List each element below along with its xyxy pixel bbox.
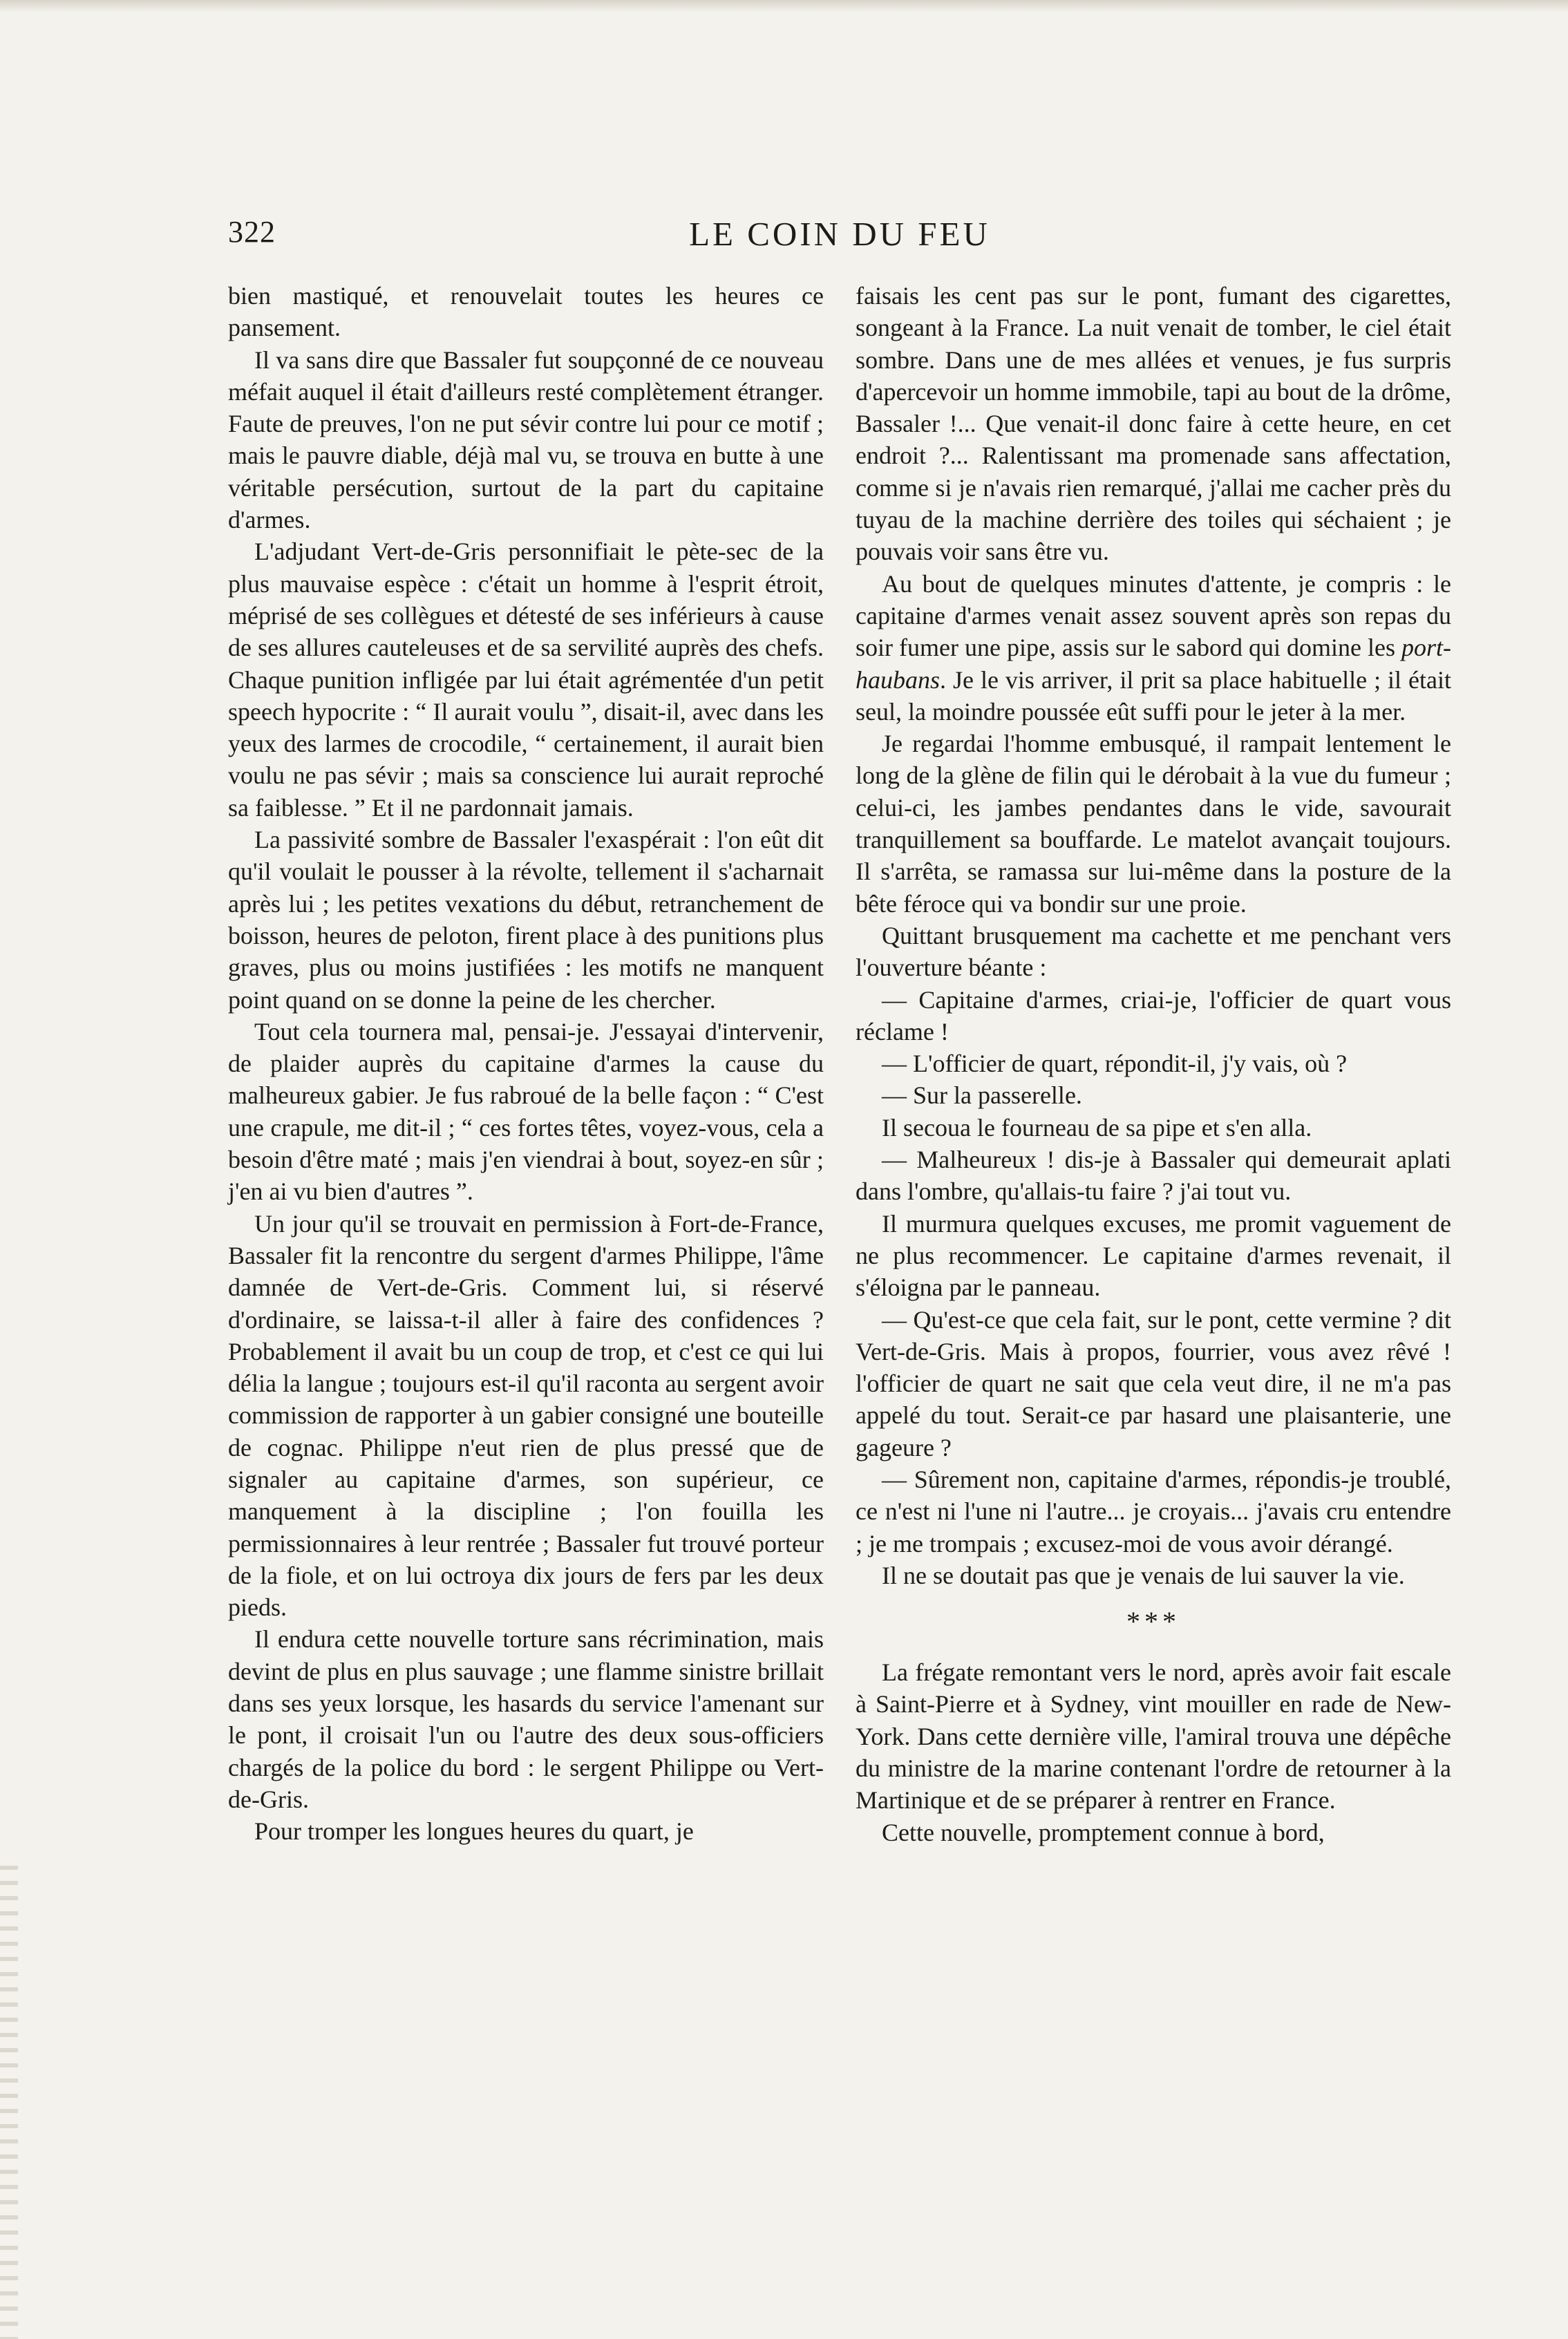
paragraph: Un jour qu'il se trouvait en permission à Fort-de-France, Bassaler fit la rencontre du sergent d'armes Philippe, l'âme damnée de Vert-de-Gris. Comment lui, si réservé d'ordinaire, se laissa-t-il aller à faire des confidences ? Probablement il avait bu un coup de trop, et c'est ce qui lui délia la langue ; toujours est-il qu'il raconta au sergent avoir commission de rapporter à un gabier consigné une bouteille de cognac. Philippe n'eut rien de plus pressé que de signaler au capitaine d'armes, son supérieur, ce manquement à la discipline ; l'on fouilla les permissionnaires à leur rentrée ; Bassaler fut trouvé porteur de la fiole, et on lui octroya dix jours de fers par les deux pieds. [228, 1209, 824, 1622]
running-title: LE COIN DU FEU [689, 215, 990, 253]
page-number: 322 [228, 215, 276, 249]
paragraph: Il ne se doutait pas que je venais de lui sauver la vie. [882, 1561, 1405, 1589]
right-column [856, 280, 1451, 2284]
page-top-edge [0, 0, 1568, 12]
paragraph: Quittant brusquement ma cachette et me penchant vers l'ouverture béante : [856, 921, 1451, 982]
paragraph-text: Au bout de quelques minutes d'attente, je compris : le capitaine d'armes venait assez souvent après son repas du soir fumer une pipe, assis sur le sabord qui domine les [856, 569, 1451, 662]
paragraph-text: . Je le vis arriver, il prit sa place habituelle ; il était seul, la moindre poussée eût suffi pour le jeter à la mer. [856, 665, 1451, 726]
paragraph [856, 568, 1451, 728]
paragraph: faisais les cent pas sur le pont, fumant des cigarettes, songeant à la France. La nuit venait de tomber, le ciel était sombre. Dans une de mes allées et venues, je fus surpris d'apercevoir un homme immobile, tapi au bout de la drôme, Bassaler !... Que venait-il donc faire à cette heure, en cet endroit ?... Ralentissant ma promenade sans affectation, comme si je n'avais rien remarqué, j'allai me cacher près du tuyau de la machine derrière des toiles qui séchaient ; je pouvais voir sans être vu. [856, 282, 1451, 566]
paragraph: Il murmura quelques excuses, me promit vaguement de ne plus recommencer. Le capitaine d'armes revenait, il s'éloigna par le panneau. [856, 1209, 1451, 1302]
paragraph: Je regardai l'homme embusqué, il rampait lentement le long de la glène de filin qui le dérobait à la vue du fumeur ; celui-ci, les jambes pendantes dans le vide, savourait tranquillement sa bouffarde. Le matelot avançait toujours. Il s'arrêta, se ramassa sur lui-même dans la posture de la bête féroce qui va bondir sur une proie. [856, 730, 1451, 918]
left-column [228, 280, 824, 2284]
page-left-edge [0, 1866, 18, 2339]
text-columns [228, 280, 1451, 2284]
paragraph: — Capitaine d'armes, criai-je, l'officier de quart vous réclame ! [856, 985, 1451, 1045]
italic-term: port-haubans [856, 634, 1451, 694]
page-header [228, 214, 1451, 269]
paragraph: — L'officier de quart, répondit-il, j'y vais, où ? [882, 1050, 1348, 1078]
section-separator: *** [1126, 1606, 1180, 1638]
paragraph: La frégate remontant vers le nord, après avoir fait escale à Saint-Pierre et à Sydney, vint mouiller en rade de New-York. Dans cette dernière ville, l'amiral trouva une dépêche du ministre de la marine contenant l'ordre de retourner à la Martinique et de se préparer à rentrer en France. [856, 1658, 1451, 1815]
paragraph: Il endura cette nouvelle torture sans récrimination, mais devint de plus en plus sauvage ; une flamme sinistre brillait dans ses yeux lorsque, les hasards du service l'amenant sur le pont, il croisait l'un ou l'autre des deux sous-officiers chargés de la police du bord : le sergent Philippe ou Vert-de-Gris. [228, 1625, 824, 1813]
paragraph: — Malheureux ! dis-je à Bassaler qui demeurait aplati dans l'ombre, qu'allais-tu faire ? j'ai tout vu. [856, 1146, 1451, 1206]
paragraph: Il va sans dire que Bassaler fut soupçonné de ce nouveau méfait auquel il était d'ailleurs resté complètement étranger. Faute de preuves, l'on ne put sévir contre lui pour ce motif ; mais le pauvre diable, déjà mal vu, se trouva en butte à une véritable persécution, surtout de la part du capitaine d'armes. [228, 345, 824, 534]
paragraph: bien mastiqué, et renouvelait toutes les heures ce pansement. [228, 282, 824, 342]
paragraph: Pour tromper les longues heures du quart, je [254, 1817, 694, 1846]
paragraph: — Qu'est-ce que cela fait, sur le pont, cette vermine ? dit Vert-de-Gris. Mais à propos, fourrier, vous avez rêvé ! l'officier de quart ne sait que cela veut dire, il ne m'a pas appelé du tout. Serait-ce par hasard une plaisanterie, une gageure ? [856, 1305, 1451, 1461]
paragraph: — Sûrement non, capitaine d'armes, répondis-je troublé, ce n'est ni l'une ni l'autre... je croyais... j'avais cru entendre ; je me trompais ; excusez-moi de vous avoir dérangé. [856, 1465, 1451, 1557]
paragraph: L'adjudant Vert-de-Gris personnifiait le pète-sec de la plus mauvaise espèce : c'était un homme à l'esprit étroit, méprisé de ses collègues et détesté de ses inférieurs à cause de ses allures cauteleuses et de sa servilité auprès des chefs. Chaque punition infligée par lui était agrémentée d'un petit speech hypocrite : “ Il aurait voulu ”, disait-il, avec dans les yeux des larmes de crocodile, “ certainement, il aurait bien voulu ne pas sévir ; mais sa conscience lui aurait reproché sa faiblesse. ” Et il ne pardonnait jamais. [228, 538, 824, 822]
paragraph: — Sur la passerelle. [882, 1081, 1082, 1110]
paragraph: Il secoua le fourneau de sa pipe et s'en alla. [882, 1113, 1312, 1142]
paragraph: Tout cela tournera mal, pensai-je. J'essayai d'intervenir, de plaider auprès du capitaine d'armes la cause du malheureux gabier. Je fus rabroué de la belle façon : “ C'est une crapule, me dit-il ; “ ces fortes têtes, voyez-vous, cela a besoin d'être maté ; mais j'en viendrai à bout, soyez-en sûr ; j'en ai vu bien d'autres ”. [228, 1017, 824, 1206]
paragraph: Cette nouvelle, promptement connue à bord, [882, 1818, 1325, 1846]
paragraph: La passivité sombre de Bassaler l'exaspérait : l'on eût dit qu'il voulait le pousser à la révolte, tellement il s'acharnait après lui ; les petites vexations du début, retranchement de boisson, heures de peloton, firent place à des punitions plus graves, plus ou moins justifiées : les motifs ne manquent point quand on se donne la peine de les chercher. [228, 826, 824, 1014]
